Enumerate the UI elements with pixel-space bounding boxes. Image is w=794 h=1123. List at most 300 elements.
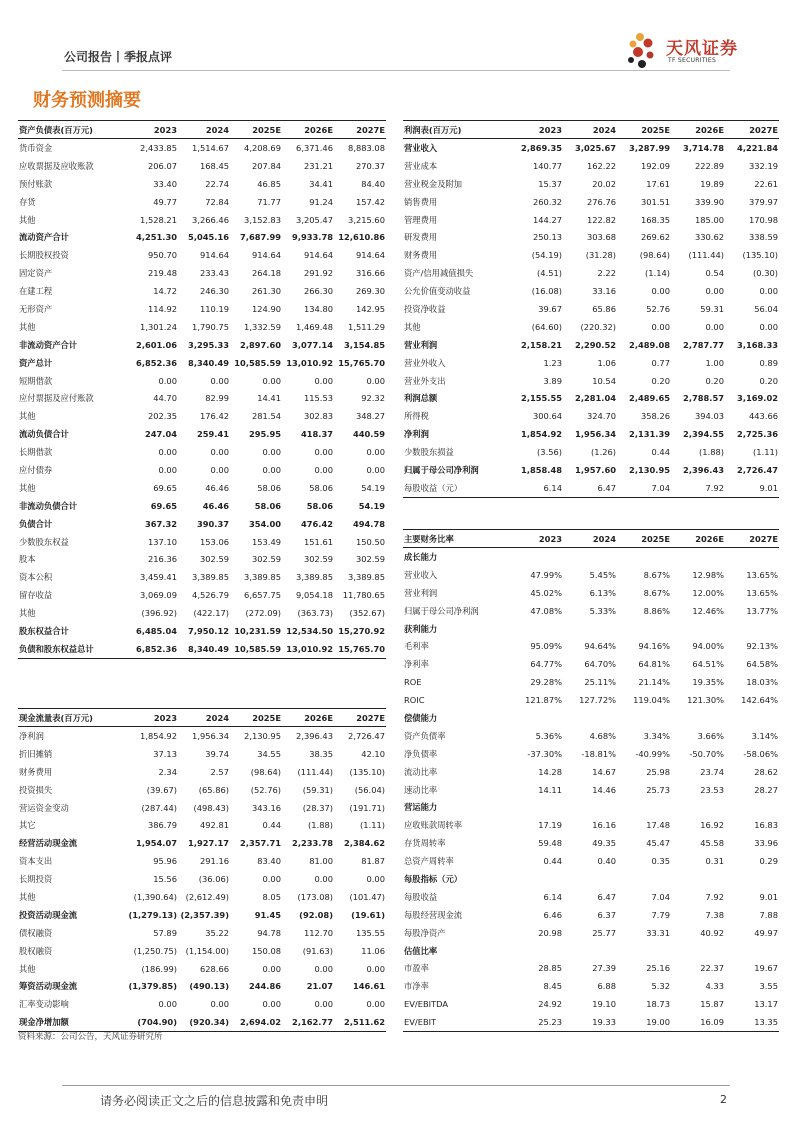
value-cell: [671, 620, 725, 638]
value-cell: 0.00: [314, 464, 333, 475]
row-label-cell: 净利润: [19, 730, 44, 741]
value-cell: 3,389.85: [192, 572, 229, 583]
year-header-cell: 2024: [563, 530, 617, 548]
value-cell: 4,251.30: [136, 232, 177, 243]
value-cell: 2,396.43: [683, 464, 724, 475]
row-label-cell: 营业外支出: [404, 375, 446, 386]
table-row: [18, 193, 386, 211]
value-cell: 2,601.06: [136, 339, 177, 350]
value-cell: 1,301.24: [140, 321, 177, 332]
table-row: [18, 318, 386, 336]
table-row: [18, 300, 386, 318]
value-cell: 81.87: [361, 856, 385, 867]
table-header-row: [18, 709, 386, 727]
value-cell: 124.90: [251, 303, 281, 314]
table-row: [18, 246, 386, 264]
value-cell: 303.68: [586, 232, 616, 243]
value-cell: 7,687.99: [240, 232, 281, 243]
value-cell: [725, 870, 779, 888]
value-cell: [509, 870, 563, 888]
value-cell: 300.64: [532, 411, 562, 422]
row-label-cell: 管理费用: [404, 214, 438, 225]
value-cell: 348.27: [355, 411, 385, 422]
table-row: [18, 942, 386, 960]
value-cell: 0.00: [705, 321, 724, 332]
value-cell: 0.00: [210, 447, 229, 458]
value-cell: 13.35: [725, 1013, 779, 1031]
table-row: [18, 727, 386, 745]
row-label-cell: 估值比率: [404, 945, 438, 956]
value-cell: 628.66: [199, 963, 229, 974]
value-cell: (98.64): [250, 766, 281, 777]
value-cell: (0.30): [753, 268, 778, 279]
value-cell: 3,389.85: [348, 572, 385, 583]
row-label-cell: 少数股东权益: [19, 536, 69, 547]
value-cell: 58.06: [257, 482, 281, 493]
value-cell: 135.55: [355, 927, 385, 938]
table-row: [18, 497, 386, 515]
value-cell: 418.37: [300, 429, 333, 440]
value-cell: 1,511.29: [348, 321, 385, 332]
value-cell: 0.00: [158, 464, 177, 475]
value-cell: 0.20: [759, 375, 778, 386]
value-cell: 3,168.33: [737, 339, 778, 350]
year-header-cell: 2025E: [230, 709, 282, 727]
value-cell: 114.92: [147, 303, 177, 314]
table-row: [18, 211, 386, 229]
row-label-cell: 汇率变动影响: [19, 999, 69, 1010]
value-cell: (111.44): [297, 766, 333, 777]
row-label-cell: 其他: [19, 608, 36, 619]
value-cell: -40.99%: [635, 748, 670, 759]
value-cell: 39.74: [205, 748, 229, 759]
value-cell: 5.45%: [589, 569, 616, 580]
value-cell: (54.19): [531, 250, 562, 261]
row-label-cell: 总资产周转率: [404, 856, 454, 867]
table-row: [18, 977, 386, 995]
value-cell: 71.77: [257, 196, 281, 207]
row-label-cell: 应收票据及应收账款: [19, 160, 94, 171]
table-header-row: [403, 530, 779, 548]
row-label-cell: 其他: [19, 321, 36, 332]
value-cell: 2,869.35: [521, 142, 562, 153]
row-label-cell: 每股净资产: [404, 927, 446, 938]
value-cell: 7.04: [651, 891, 670, 902]
row-label-cell: 短期借款: [19, 375, 53, 386]
value-cell: 45.02%: [530, 587, 562, 598]
value-cell: 3,154.85: [344, 339, 385, 350]
value-cell: (490.13): [189, 981, 229, 992]
value-cell: 19.10: [592, 999, 616, 1010]
value-cell: 150.50: [355, 536, 385, 547]
row-label-cell: 应付票据及应付账款: [19, 393, 94, 404]
value-cell: 91.45: [254, 909, 281, 920]
value-cell: 394.03: [694, 411, 724, 422]
value-cell: (64.60): [531, 321, 562, 332]
value-cell: 3.89: [543, 375, 562, 386]
value-cell: 2.22: [597, 268, 616, 279]
value-cell: 7.38: [705, 909, 724, 920]
value-cell: 3.55: [759, 981, 778, 992]
value-cell: 54.19: [361, 482, 385, 493]
value-cell: 379.97: [748, 196, 778, 207]
table-row: [18, 533, 386, 551]
value-cell: 261.30: [251, 286, 281, 297]
table-row: [18, 407, 386, 425]
row-label-cell: 净负债率: [404, 748, 438, 759]
row-label-cell: 研发费用: [404, 232, 438, 243]
row-label-cell: 现金净增加额: [18, 1013, 126, 1031]
value-cell: 291.92: [303, 268, 333, 279]
value-cell: 19.00: [617, 1013, 671, 1031]
table-row: [403, 763, 779, 781]
value-cell: 2,725.36: [737, 429, 778, 440]
value-cell: 2,155.55: [521, 393, 562, 404]
value-cell: (1.88): [308, 820, 333, 831]
value-cell: 0.00: [759, 286, 778, 297]
year-header-cell: 2025E: [230, 121, 282, 139]
value-cell: [671, 709, 725, 727]
value-cell: 140.77: [532, 160, 562, 171]
value-cell: 0.00: [314, 874, 333, 885]
logo-name: 天风证券: [666, 39, 738, 59]
year-header-cell: 2027E: [334, 709, 386, 727]
table-row: [18, 781, 386, 799]
value-cell: 2,233.78: [292, 838, 333, 849]
value-cell: 2,694.02: [230, 1013, 282, 1031]
value-cell: 1,514.67: [192, 142, 229, 153]
value-cell: [671, 548, 725, 566]
value-cell: 291.16: [199, 856, 229, 867]
row-label-cell: 利润总额: [404, 393, 438, 404]
value-cell: 10.54: [592, 375, 616, 386]
year-header-cell: 2027E: [334, 121, 386, 139]
value-cell: 153.06: [199, 536, 229, 547]
value-cell: [725, 942, 779, 960]
value-cell: 34.41: [309, 178, 333, 189]
value-cell: 216.36: [147, 554, 177, 565]
year-header-cell: 2027E: [725, 530, 779, 548]
row-label-cell: 市盈率: [404, 963, 429, 974]
value-cell: [617, 709, 671, 727]
value-cell: (92.08): [299, 909, 333, 920]
value-cell: 3.14%: [751, 730, 778, 741]
value-cell: 3,287.99: [629, 142, 670, 153]
value-cell: (1.88): [699, 447, 724, 458]
value-cell: 1.23: [543, 357, 562, 368]
row-label-cell: 股权融资: [19, 945, 53, 956]
value-cell: (52.76): [250, 784, 281, 795]
value-cell: 1,927.17: [188, 838, 229, 849]
value-cell: 122.82: [586, 214, 616, 225]
value-cell: 33.31: [646, 927, 670, 938]
value-cell: 4,526.79: [192, 590, 229, 601]
year-header-cell: 2025E: [617, 121, 671, 139]
table-row: [403, 709, 779, 727]
value-cell: (1,390.64): [133, 891, 177, 902]
value-cell: 316.66: [355, 268, 385, 279]
value-cell: 82.99: [205, 393, 229, 404]
value-cell: 9.01: [725, 479, 779, 497]
value-cell: 15,765.70: [338, 357, 385, 368]
table-row: [18, 960, 386, 978]
value-cell: 92.32: [361, 393, 385, 404]
value-cell: 45.47: [646, 838, 670, 849]
value-cell: 0.44: [543, 856, 562, 867]
value-cell: 16.16: [592, 820, 616, 831]
value-cell: 914.64: [251, 250, 281, 261]
row-label-cell: 每股收益（元）: [403, 479, 509, 497]
value-cell: 18.03%: [746, 677, 778, 688]
value-cell: 244.86: [248, 981, 281, 992]
value-cell: 3,215.60: [348, 214, 385, 225]
value-cell: 3,266.46: [192, 214, 229, 225]
value-cell: 3,169.02: [737, 393, 778, 404]
value-cell: 302.83: [303, 411, 333, 422]
value-cell: 233.43: [199, 268, 229, 279]
table-row: [18, 282, 386, 300]
value-cell: 5.36%: [535, 730, 562, 741]
row-label-cell: 其他: [404, 321, 421, 332]
table-row: [403, 318, 779, 336]
value-cell: 3,459.41: [140, 572, 177, 583]
value-cell: 57.89: [153, 927, 177, 938]
value-cell: 0.29: [759, 856, 778, 867]
value-cell: 2,511.62: [334, 1013, 386, 1031]
value-cell: 25.77: [592, 927, 616, 938]
value-cell: 6.14: [543, 891, 562, 902]
table-row: [403, 852, 779, 870]
value-cell: 25.73: [646, 784, 670, 795]
row-label-cell: 债权融资: [19, 927, 53, 938]
row-label-cell: 长期投资: [19, 874, 53, 885]
value-cell: 10,585.59: [230, 640, 282, 658]
value-cell: 13.65%: [746, 569, 778, 580]
value-cell: 42.10: [361, 748, 385, 759]
value-cell: 269.62: [640, 232, 670, 243]
value-cell: 15.56: [153, 874, 177, 885]
value-cell: 390.37: [196, 518, 229, 529]
value-cell: 92.13%: [746, 641, 778, 652]
row-label-cell: 所得税: [404, 411, 429, 422]
year-header-cell: 2025E: [617, 530, 671, 548]
value-cell: 8.67%: [643, 587, 670, 598]
row-label-cell: 其他: [19, 214, 36, 225]
value-cell: 12,610.86: [338, 232, 385, 243]
value-cell: 6,485.04: [136, 625, 177, 636]
table-row: [18, 139, 386, 157]
table-row: [403, 942, 779, 960]
value-cell: 15.87: [700, 999, 724, 1010]
value-cell: 10,585.59: [234, 357, 281, 368]
row-label-cell: 营运能力: [404, 802, 438, 813]
value-cell: 15.37: [538, 178, 562, 189]
value-cell: 0.00: [158, 999, 177, 1010]
value-cell: 176.42: [199, 411, 229, 422]
value-cell: 8.45: [543, 981, 562, 992]
year-header-cell: 2026E: [282, 121, 334, 139]
year-header-cell: 2026E: [671, 530, 725, 548]
value-cell: [617, 870, 671, 888]
value-cell: 23.74: [700, 766, 724, 777]
value-cell: 14.11: [538, 784, 562, 795]
value-cell: 301.51: [640, 196, 670, 207]
value-cell: (1.26): [591, 447, 616, 458]
row-label-cell: 固定资产: [19, 268, 53, 279]
value-cell: 59.48: [538, 838, 562, 849]
value-cell: 0.00: [759, 321, 778, 332]
row-label-cell: 归属于母公司净利润: [404, 464, 479, 475]
value-cell: 5.32: [651, 981, 670, 992]
row-label-cell: 少数股东损益: [404, 447, 454, 458]
row-label-cell: 营业税金及附加: [404, 178, 463, 189]
value-cell: 83.40: [257, 856, 281, 867]
balance-sheet-table: [18, 120, 386, 659]
value-cell: -18.81%: [581, 748, 616, 759]
value-cell: [563, 798, 617, 816]
table-row: [403, 655, 779, 673]
value-cell: [509, 620, 563, 638]
value-cell: 6.88: [597, 981, 616, 992]
value-cell: [509, 709, 563, 727]
value-cell: 302.59: [251, 554, 281, 565]
row-label-cell: 应收账款周转率: [404, 820, 463, 831]
value-cell: 59.31: [700, 303, 724, 314]
value-cell: 115.53: [303, 393, 333, 404]
value-cell: 13,010.92: [286, 357, 333, 368]
value-cell: 2.57: [210, 766, 229, 777]
value-cell: 5.33%: [589, 605, 616, 616]
value-cell: (920.34): [178, 1013, 230, 1031]
table-row: [403, 354, 779, 372]
value-cell: 3,152.83: [244, 214, 281, 225]
table-row: [403, 407, 779, 425]
year-header-cell: 2026E: [282, 709, 334, 727]
value-cell: 2,131.39: [629, 429, 670, 440]
row-label-cell: 预付账款: [19, 178, 53, 189]
value-cell: 8,883.08: [348, 142, 385, 153]
value-cell: 6.37: [597, 909, 616, 920]
value-cell: (173.08): [297, 891, 333, 902]
row-label-cell: 营业成本: [404, 160, 438, 171]
row-label-cell: 毛利率: [404, 641, 429, 652]
value-cell: 18.73: [646, 999, 670, 1010]
value-cell: [725, 798, 779, 816]
value-cell: [671, 942, 725, 960]
table-row: [18, 550, 386, 568]
value-cell: [617, 798, 671, 816]
value-cell: -58.06%: [743, 748, 778, 759]
value-cell: (704.90): [126, 1013, 178, 1031]
table-row: [18, 568, 386, 586]
row-label-cell: 营业利润: [404, 587, 438, 598]
value-cell: 0.00: [262, 447, 281, 458]
value-cell: 16.83: [754, 820, 778, 831]
value-cell: 259.41: [196, 429, 229, 440]
value-cell: 266.30: [303, 286, 333, 297]
value-cell: 0.00: [366, 447, 385, 458]
value-cell: 3,077.14: [292, 339, 333, 350]
value-cell: 19.89: [700, 178, 724, 189]
table-row: [18, 906, 386, 924]
value-cell: 28.27: [754, 784, 778, 795]
value-cell: [671, 798, 725, 816]
value-cell: (59.31): [302, 784, 333, 795]
table-row: [403, 995, 779, 1013]
row-label-cell: 资产/信用减值损失: [404, 268, 474, 279]
value-cell: 192.09: [640, 160, 670, 171]
value-cell: 8.05: [262, 891, 281, 902]
value-cell: 332.19: [748, 160, 778, 171]
row-label-cell: 流动负债合计: [19, 429, 69, 440]
value-cell: -37.30%: [527, 748, 562, 759]
value-cell: 6,852.36: [126, 640, 178, 658]
value-cell: 8,340.49: [178, 640, 230, 658]
value-cell: 13.65%: [746, 587, 778, 598]
value-cell: 168.35: [640, 214, 670, 225]
value-cell: 386.79: [147, 820, 177, 831]
table-row: [403, 727, 779, 745]
row-label-cell: 流动资产合计: [19, 232, 69, 243]
row-label-cell: 偿债能力: [404, 712, 438, 723]
value-cell: (1.11): [753, 447, 778, 458]
value-cell: 1,528.21: [140, 214, 177, 225]
value-cell: 22.74: [205, 178, 229, 189]
value-cell: 0.00: [262, 464, 281, 475]
value-cell: [563, 870, 617, 888]
value-cell: (135.10): [742, 250, 778, 261]
value-cell: 142.64%: [741, 695, 778, 706]
value-cell: 64.81%: [638, 659, 670, 670]
value-cell: 14.67: [592, 766, 616, 777]
value-cell: 157.42: [355, 196, 385, 207]
value-cell: 2,130.95: [244, 730, 281, 741]
value-cell: [725, 620, 779, 638]
value-cell: 3,205.47: [296, 214, 333, 225]
value-cell: [617, 942, 671, 960]
value-cell: 0.00: [314, 963, 333, 974]
value-cell: 54.19: [358, 500, 385, 511]
value-cell: 2,394.55: [683, 429, 724, 440]
value-cell: 0.00: [366, 874, 385, 885]
value-cell: 28.62: [754, 766, 778, 777]
value-cell: 45.58: [700, 838, 724, 849]
value-cell: 0.00: [366, 999, 385, 1010]
table-row: [403, 977, 779, 995]
value-cell: 354.00: [248, 518, 281, 529]
value-cell: 0.20: [705, 375, 724, 386]
value-cell: 4.68%: [589, 730, 616, 741]
value-cell: 270.37: [355, 160, 385, 171]
value-cell: 0.00: [366, 464, 385, 475]
value-cell: 9,933.78: [292, 232, 333, 243]
table-row: [403, 193, 779, 211]
value-cell: (2,357.39): [180, 909, 229, 920]
value-cell: 3.34%: [643, 730, 670, 741]
value-cell: 33.16: [592, 286, 616, 297]
table-row: [403, 781, 779, 799]
value-cell: 2.34: [158, 766, 177, 777]
row-label-cell: 投资损失: [19, 784, 53, 795]
value-cell: 7.04: [617, 479, 671, 497]
value-cell: (272.09): [245, 608, 281, 619]
value-cell: 47.99%: [530, 569, 562, 580]
value-cell: 0.40: [597, 856, 616, 867]
value-cell: 330.62: [694, 232, 724, 243]
value-cell: (65.86): [198, 784, 229, 795]
value-cell: 27.39: [592, 963, 616, 974]
table-row: [18, 336, 386, 354]
